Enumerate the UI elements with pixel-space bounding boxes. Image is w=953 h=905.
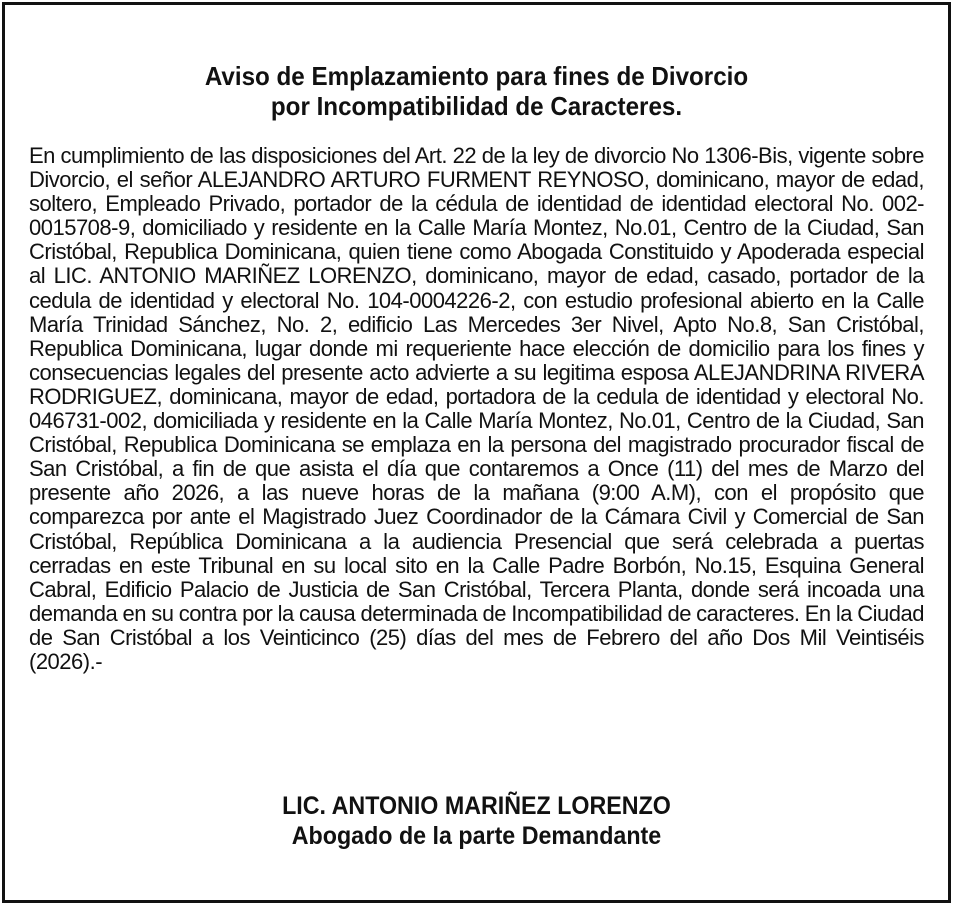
notice-title xyxy=(38,61,915,121)
legal-notice-box xyxy=(2,2,951,903)
signature-name: LIC. ANTONIO MARIÑEZ LORENZO xyxy=(282,792,671,820)
notice-title-line-2: por Incompatibilidad de Caracteres. xyxy=(270,91,683,121)
notice-body: En cumplimiento de las disposiciones del Art. 22 de la ley de divorcio No 1306-Bis, vigente sobre Divorcio, el señor ALEJANDRO ARTURO FURMENT REYNOSO, dominicano, mayor de edad, soltero, Empleado Privado, portador de la cédula de identidad de identidad electoral No. 002-0015708-9, domiciliado y residente en la Calle María Montez, No.01, Centro de la Ciudad, San Cristóbal, Republica Dominicana, quien tiene como Abogada Constituido y Apoderada especial al LIC. ANTONIO MARIÑEZ LORENZO, dominicano, mayor de edad, casado, portador de la cedula de identidad y electoral No. 104-0004226-2, con estudio profesional abierto en la Calle María Trinidad Sánchez, No. 2, edificio Las Mercedes 3er Nivel, Apto No.8, San Cristóbal, Republica Dominicana, lugar donde mi requeriente hace elección de domicilio para los fines y consecuencias legales del presente acto advierte a su legitima esposa ALEJANDRINA RIVERA RODRIGUEZ, dominicana, mayor de edad, portadora de la cedula de identidad y electoral No. 046731-002, domiciliada y residente en la Calle María Montez, No.01, Centro de la Ciudad, San Cristóbal, Republica Dominicana se emplaza en la persona del magistrado procurador fiscal de San Cristóbal, a fin de que asista el día que contaremos a Once (11) del mes de Marzo del presente año 2026, a las nueve horas de la mañana (9:00 A.M), con el propósito que comparezca por ante el Magistrado Juez Coordinador de la Cámara Civil y Comercial de San Cristóbal, República Dominicana a la audiencia Presencial que será celebrada a puertas cerradas en este Tribunal en su local sito en la Calle Padre Borbón, No.15, Esquina General Cabral, Edificio Palacio de Justicia de San Cristóbal, Tercera Planta, donde será incoada una demanda en su contra por la causa determinada de Incompatibilidad de caracteres. En la Ciudad de San Cristóbal a los Veinticinco (25) días del mes de Febrero del año Dos Mil Veintiséis (2026).- xyxy=(29,143,924,674)
signature-role: Abogado de la parte Demandante xyxy=(291,822,662,850)
signature-block xyxy=(38,791,915,851)
notice-title-line-1: Aviso de Emplazamiento para fines de Divorcio xyxy=(204,61,749,91)
